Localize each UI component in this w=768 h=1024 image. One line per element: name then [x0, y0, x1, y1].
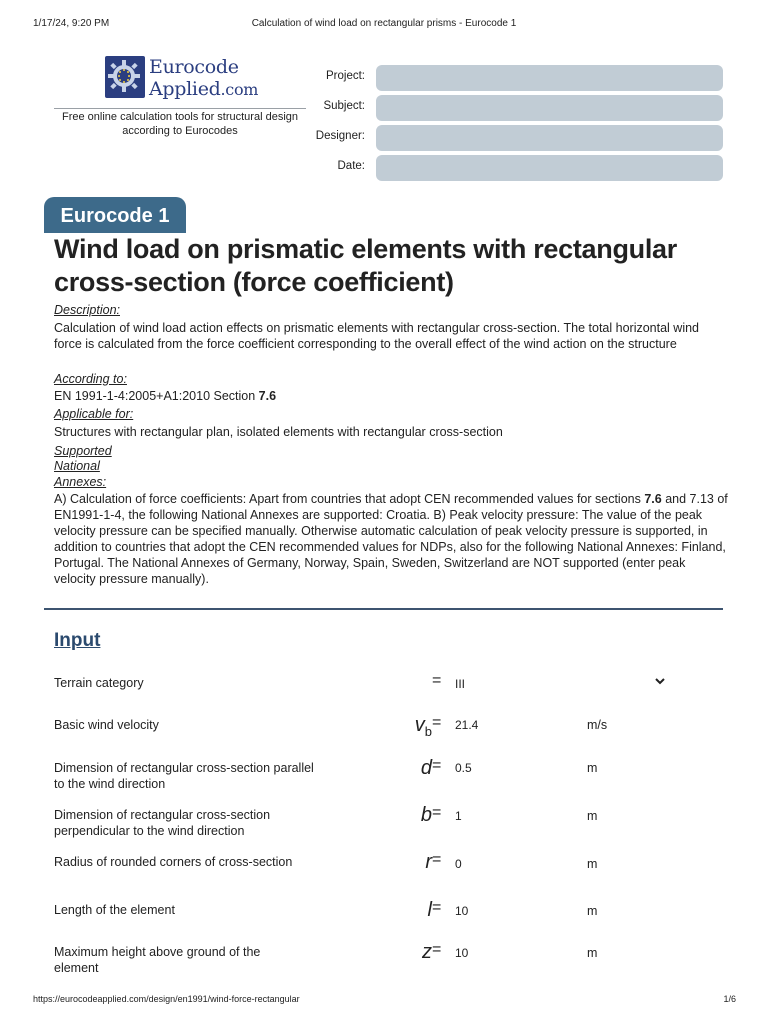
date-label: Date: — [337, 160, 365, 172]
project-input[interactable] — [376, 65, 723, 91]
page-title: Wind load on prismatic elements with rectangular cross-section (force coefficient) — [54, 234, 677, 297]
wind-velocity-eq: = — [432, 714, 442, 731]
b-input[interactable]: 1 — [455, 809, 462, 823]
eurocode-badge: Eurocode 1 — [44, 197, 186, 233]
r-label: Radius of rounded corners of cross-section — [54, 855, 293, 869]
meta-row-project — [300, 65, 723, 91]
r-input[interactable]: 0 — [455, 857, 462, 871]
wind-velocity-unit: m/s — [587, 718, 608, 732]
z-eq: = — [432, 941, 442, 958]
subject-input[interactable] — [376, 95, 723, 121]
l-label: Length of the element — [54, 903, 175, 917]
b-unit: m — [587, 809, 598, 823]
according-text: EN 1991-1-4:2005+A1:2010 Section 7.6 — [54, 389, 277, 403]
logo-gear-icon — [105, 56, 145, 98]
meta-row-date — [300, 155, 723, 181]
z-symbol: z — [422, 941, 432, 963]
subject-label: Subject: — [323, 100, 365, 112]
b-symbol: b — [420, 804, 432, 826]
d-label: Dimension of rectangular cross-section parallel to the wind direction — [54, 761, 314, 791]
print-datetime: 1/17/24, 9:20 PM — [33, 18, 110, 29]
b-eq: = — [432, 804, 442, 821]
annexes-text: A) Calculation of force coefficients: Apart from countries that adopt CEN recommended values for sections 7.6 and 7.13 of EN1991-1-4, the following National Annexes are supported: Croatia. B) Peak velocity pressure: The value of the peak velocity pressure can be specified manually. Otherwise automatic calculation of peak velocity pressure is supported, in addition to countries that adopt the CEN recommended values for NDPs, also for the following National Annexes: Finland, Portugal. The National Annexes of Germany, Norway, Spain, Sweden, Switzerland are NOT supported (enter peak velocity pressure manually). — [54, 492, 728, 586]
applicable-text: Structures with rectangular plan, isolated elements with rectangular cross-section — [54, 425, 503, 439]
print-url[interactable]: https://eurocodeapplied.com/design/en1991/wind-force-rectangular — [33, 994, 300, 1004]
r-unit: m — [587, 857, 598, 871]
terrain-eq: = — [432, 672, 442, 689]
logo-text-line2: Applied.com — [149, 78, 259, 100]
d-eq: = — [432, 757, 442, 774]
date-input[interactable] — [376, 155, 723, 181]
terrain-select[interactable]: III — [455, 677, 466, 691]
annexes-label-3: Annexes: — [54, 475, 107, 489]
z-label: Maximum height above ground of the element — [54, 945, 261, 975]
according-label: According to: — [54, 372, 127, 386]
r-symbol: r — [425, 851, 432, 873]
wind-velocity-input[interactable]: 21.4 — [455, 718, 479, 732]
meta-row-designer — [300, 125, 723, 151]
designer-input[interactable] — [376, 125, 723, 151]
l-eq: = — [432, 899, 442, 916]
project-label: Project: — [326, 70, 365, 82]
z-input[interactable]: 10 — [455, 946, 469, 960]
designer-label: Designer: — [315, 130, 365, 142]
logo-text-line1: Eurocode — [149, 56, 239, 78]
d-symbol: d — [420, 757, 432, 779]
annexes-label-2: National — [54, 459, 100, 473]
r-eq: = — [432, 851, 442, 868]
print-page-number: 1/6 — [723, 994, 736, 1004]
l-unit: m — [587, 904, 598, 918]
b-label: Dimension of rectangular cross-section perpendicular to the wind direction — [54, 808, 271, 838]
tagline-divider — [54, 108, 306, 109]
l-input[interactable]: 10 — [455, 904, 469, 918]
l-symbol: l — [427, 899, 432, 921]
wind-velocity-label: Basic wind velocity — [54, 718, 159, 732]
description-label: Description: — [54, 303, 120, 317]
d-input[interactable]: 0.5 — [455, 761, 472, 775]
print-footer — [0, 994, 768, 1008]
print-header — [0, 18, 768, 32]
description-text: Calculation of wind load action effects on prismatic elements with rectangular cross-section. The total horizontal wind force is calculated from the force coefficient corresponding to the overall effect of the wind action on the structure — [54, 321, 700, 351]
terrain-label: Terrain category — [54, 676, 144, 690]
chevron-down-icon[interactable] — [654, 675, 666, 689]
wind-velocity-symbol: $v_b$ — [414, 714, 432, 739]
section-divider — [44, 608, 723, 610]
applicable-label: Applicable for: — [54, 407, 134, 421]
annexes-label-1: Supported — [54, 444, 112, 458]
site-logo[interactable] — [105, 56, 285, 102]
z-unit: m — [587, 946, 598, 960]
print-page-title: Calculation of wind load on rectangular prisms - Eurocode 1 — [251, 18, 517, 29]
d-unit: m — [587, 761, 598, 775]
meta-row-subject — [300, 95, 723, 121]
input-heading: Input — [54, 630, 101, 651]
tagline: Free online calculation tools for structural design according to Eurocodes — [61, 111, 298, 137]
